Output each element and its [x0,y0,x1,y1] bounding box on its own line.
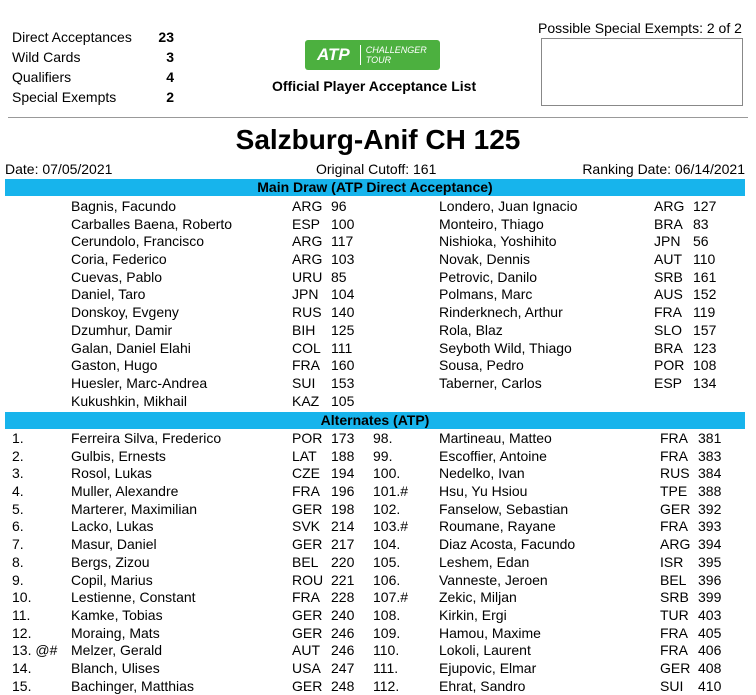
alternate-number: 5. [12,500,24,517]
player-name: Leshem, Edan [439,553,530,570]
player-nationality: ARG [292,233,323,250]
alternates-list [0,430,756,695]
count-label: Wild Cards [12,49,81,65]
player-rank: 104 [331,286,355,303]
player-name: Nishioka, Yoshihito [439,233,557,250]
table-row [0,375,756,393]
player-rank: 214 [331,518,355,535]
player-nationality: SLO [654,321,683,338]
player-name: Gaston, Hugo [71,357,158,374]
player-name: Lacko, Lukas [71,518,154,535]
player-name: Cerundolo, Francisco [71,233,205,250]
player-nationality: SUI [292,374,316,391]
count-label: Special Exempts [12,89,117,105]
player-nationality: JPN [654,233,681,250]
table-row [0,660,756,678]
player-name: Bagnis, Facundo [71,198,177,214]
player-name: Muller, Alexandre [71,483,179,500]
logo-atp-text: ATP [317,45,350,64]
table-row [0,642,756,660]
player-name: Huesler, Marc-Andrea [71,374,208,391]
alternate-number: 112. [373,677,400,694]
player-nationality: POR [654,357,685,374]
player-nationality: FRA [660,518,688,535]
alternate-number: 4. [12,483,24,500]
alternate-number: 8. [12,553,24,570]
player-rank: 127 [693,198,717,214]
table-row [0,216,756,234]
player-name: Carballes Baena, Roberto [71,215,233,232]
player-rank: 381 [698,430,722,446]
player-nationality: BRA [654,339,683,356]
ranking-date: Ranking Date: 06/14/2021 [582,161,745,177]
player-name: Copil, Marius [71,571,153,588]
player-rank: 157 [693,321,717,338]
table-row [0,465,756,483]
table-row [0,572,756,590]
count-row [12,67,174,87]
player-nationality: TPE [660,483,688,500]
table-row [0,536,756,554]
player-rank: 247 [331,659,355,676]
count-row [12,87,174,107]
player-name: Lestienne, Constant [71,589,196,606]
alternates-header: Alternates (ATP) [5,412,745,429]
player-name: Kamke, Tobias [71,606,163,623]
alternate-number: 14. [12,659,32,676]
player-nationality: ESP [654,374,683,391]
player-rank: 134 [693,374,717,391]
player-nationality: RUS [660,465,690,482]
player-rank: 408 [698,659,722,676]
player-name: Ehrat, Sandro [439,677,526,694]
player-nationality: CZE [292,465,320,482]
count-row [12,27,174,47]
player-nationality: GER [292,606,323,623]
player-nationality: FRA [660,624,688,641]
table-row [0,607,756,625]
alternate-number: 9. [12,571,24,588]
table-row [0,251,756,269]
player-nationality: GER [292,677,323,694]
player-nationality: FRA [292,483,320,500]
player-name: Bachinger, Matthias [71,677,194,694]
alternate-number: 106. [373,571,401,588]
player-rank: 384 [698,465,722,482]
player-rank: 248 [331,677,355,694]
player-name: Masur, Daniel [71,536,157,553]
table-row [0,589,756,607]
player-name: Rosol, Lukas [71,465,152,482]
player-nationality: KAZ [292,392,320,409]
player-name: Hsu, Yu Hsiou [439,483,528,500]
logo-challenger-word: CHALLENGER [365,45,427,55]
player-nationality: URU [292,268,323,285]
main-draw-list [0,198,756,410]
player-rank: 123 [693,339,717,356]
player-rank: 410 [698,677,722,694]
player-name: Kukushkin, Mikhail [71,392,187,409]
alternate-number: 11. [12,606,31,623]
player-rank: 85 [331,268,347,285]
table-row [0,233,756,251]
player-name: Novak, Dennis [439,251,531,268]
player-nationality: SRB [654,268,683,285]
alternate-number: 99. [373,447,393,464]
player-name: Gulbis, Ernests [71,447,166,464]
player-rank: 403 [698,606,722,623]
player-nationality: ISR [660,553,684,570]
count-value: 4 [166,69,174,85]
player-name: Hamou, Maxime [439,624,541,641]
alternate-number: 108. [373,606,401,623]
player-rank: 117 [331,233,354,250]
player-rank: 56 [693,233,709,250]
alternate-number: 102. [373,500,401,517]
player-rank: 173 [331,430,355,446]
acceptance-counts [12,27,174,107]
alternate-number: 1. [12,430,24,446]
player-nationality: AUT [292,642,320,659]
player-rank: 96 [331,198,347,214]
player-rank: 103 [331,251,355,268]
player-name: Vanneste, Jeroen [439,571,548,588]
player-nationality: ARG [292,198,323,214]
count-value: 23 [158,29,174,45]
player-name: Rinderknech, Arthur [439,304,563,321]
player-rank: 392 [698,500,722,517]
player-nationality: FRA [292,357,320,374]
player-nationality: SUI [660,677,684,694]
special-exempts-label: Possible Special Exempts: 2 of 2 [538,20,742,36]
player-nationality: GER [660,500,691,517]
alternate-number: 6. [12,518,24,535]
alternate-number: 107.# [373,589,409,606]
table-row [0,430,756,448]
player-rank: 246 [331,642,355,659]
player-nationality: SVK [292,518,321,535]
player-rank: 228 [331,589,355,606]
atp-challenger-logo [305,40,440,70]
player-nationality: FRA [292,589,320,606]
player-name: Nedelko, Ivan [439,465,525,482]
table-row [0,518,756,536]
player-nationality: AUS [654,286,683,303]
alternate-number: 2. [12,447,24,464]
player-rank: 83 [693,215,709,232]
player-name: Petrovic, Danilo [439,268,538,285]
player-name: Polmans, Marc [439,286,533,303]
alternate-number: 109. [373,624,401,641]
player-name: Fanselow, Sebastian [439,500,569,517]
player-rank: 100 [331,215,355,232]
player-rank: 153 [331,374,355,391]
player-nationality: ROU [292,571,324,588]
player-nationality: RUS [292,304,322,321]
tournament-title: Salzburg-Anif CH 125 [235,124,521,155]
player-name: Taberner, Carlos [439,374,542,391]
player-rank: 160 [331,357,355,374]
player-rank: 395 [698,553,722,570]
player-nationality: ARG [660,536,691,553]
alternate-number: 10. [12,589,32,606]
player-name: Seyboth Wild, Thiago [439,339,572,356]
player-name: Roumane, Rayane [439,518,556,535]
count-label: Qualifiers [12,69,72,85]
player-rank: 140 [331,304,355,321]
player-nationality: BIH [292,321,316,338]
player-rank: 119 [693,304,716,321]
player-nationality: AUT [654,251,682,268]
alternate-number: 111. [373,659,399,676]
player-nationality: FRA [660,447,688,464]
player-name: Moraing, Mats [71,624,160,641]
alternate-number: 7. [12,536,24,553]
player-name: Cuevas, Pablo [71,268,163,285]
player-rank: 152 [693,286,717,303]
table-row [0,322,756,340]
special-exempts-box [541,38,743,106]
official-list-label: Official Player Acceptance List [272,78,477,94]
player-nationality: FRA [660,430,688,446]
player-rank: 188 [331,447,355,464]
player-nationality: BEL [660,571,687,588]
table-row [0,554,756,572]
player-nationality: FRA [660,642,688,659]
player-rank: 394 [698,536,722,553]
player-name: Escoffier, Antoine [439,447,547,464]
table-row [0,393,756,411]
player-nationality: TUR [660,606,689,623]
original-cutoff: Original Cutoff: 161 [316,161,437,177]
player-nationality: USA [292,659,321,676]
table-row [0,198,756,216]
table-row [0,340,756,358]
player-rank: 246 [331,624,355,641]
alternate-number: 15. [12,677,32,694]
alternate-number: 100. [373,465,401,482]
player-name: Diaz Acosta, Facundo [439,536,576,553]
alternate-number: 110. [373,642,400,659]
player-rank: 240 [331,606,355,623]
table-row [0,625,756,643]
alternate-number: 104. [373,536,401,553]
player-name: Blanch, Ulises [71,659,160,676]
player-name: Rola, Blaz [439,321,503,338]
player-rank: 393 [698,518,722,535]
player-nationality: GER [292,536,323,553]
player-name: Donskoy, Evgeny [71,304,179,321]
date-line [5,161,745,179]
table-row [0,501,756,519]
alternate-number: 103.# [373,518,409,535]
player-name: Bergs, Zizou [71,553,150,570]
player-nationality: GER [292,624,323,641]
alternate-number: 13. @# [12,642,58,659]
table-row [0,678,756,695]
player-nationality: COL [292,339,321,356]
player-nationality: SRB [660,589,689,606]
player-name: Ejupovic, Elmar [439,659,537,676]
table-row [0,357,756,375]
player-nationality: ESP [292,215,321,232]
player-nationality: GER [292,500,323,517]
player-rank: 399 [698,589,722,606]
player-name: Ferreira Silva, Frederico [71,430,222,446]
player-nationality: ARG [654,198,685,214]
player-name: Zekic, Miljan [439,589,517,606]
table-row [0,304,756,322]
player-nationality: POR [292,430,323,446]
player-nationality: ARG [292,251,323,268]
main-draw-header: Main Draw (ATP Direct Acceptance) [5,179,745,196]
alternate-number: 101.# [373,483,409,500]
player-rank: 220 [331,553,355,570]
player-nationality: JPN [292,286,319,303]
player-rank: 383 [698,447,722,464]
player-name: Daniel, Taro [71,286,146,303]
player-rank: 198 [331,500,355,517]
player-rank: 388 [698,483,722,500]
alternate-number: 3. [12,465,24,482]
player-rank: 110 [693,251,716,268]
player-name: Dzumhur, Damir [71,321,173,338]
player-rank: 196 [331,483,355,500]
player-nationality: LAT [292,447,317,464]
table-row [0,483,756,501]
logo-tour-word: TOUR [365,55,392,65]
player-rank: 405 [698,624,722,641]
player-rank: 125 [331,321,355,338]
alternate-number: 12. [12,624,32,641]
player-nationality: BRA [654,215,683,232]
count-label: Direct Acceptances [12,29,132,45]
header-divider [8,117,748,118]
count-row [12,47,174,67]
player-name: Lokoli, Laurent [439,642,531,659]
player-name: Coria, Federico [71,251,167,268]
player-nationality: FRA [654,304,682,321]
player-rank: 111 [331,339,353,356]
player-rank: 161 [693,268,717,285]
player-name: Melzer, Gerald [71,642,163,659]
table-row [0,269,756,287]
alternate-number: 105. [373,553,401,570]
player-rank: 217 [331,536,355,553]
player-name: Galan, Daniel Elahi [71,339,191,356]
player-rank: 396 [698,571,722,588]
player-name: Kirkin, Ergi [439,606,507,623]
logo-challenger-text [360,45,427,65]
player-rank: 105 [331,392,355,409]
player-name: Monteiro, Thiago [439,215,544,232]
table-row [0,448,756,466]
player-nationality: GER [660,659,691,676]
player-rank: 406 [698,642,722,659]
player-nationality: BEL [292,553,319,570]
player-rank: 108 [693,357,717,374]
table-row [0,286,756,304]
player-name: Martineau, Matteo [439,430,552,446]
player-name: Marterer, Maximilian [71,500,198,517]
player-rank: 194 [331,465,355,482]
alternate-number: 98. [373,430,393,446]
player-rank: 221 [331,571,355,588]
list-date: Date: 07/05/2021 [5,161,113,177]
player-name: Sousa, Pedro [439,357,524,374]
count-value: 2 [166,89,174,105]
count-value: 3 [166,49,174,65]
player-name: Londero, Juan Ignacio [439,198,578,214]
